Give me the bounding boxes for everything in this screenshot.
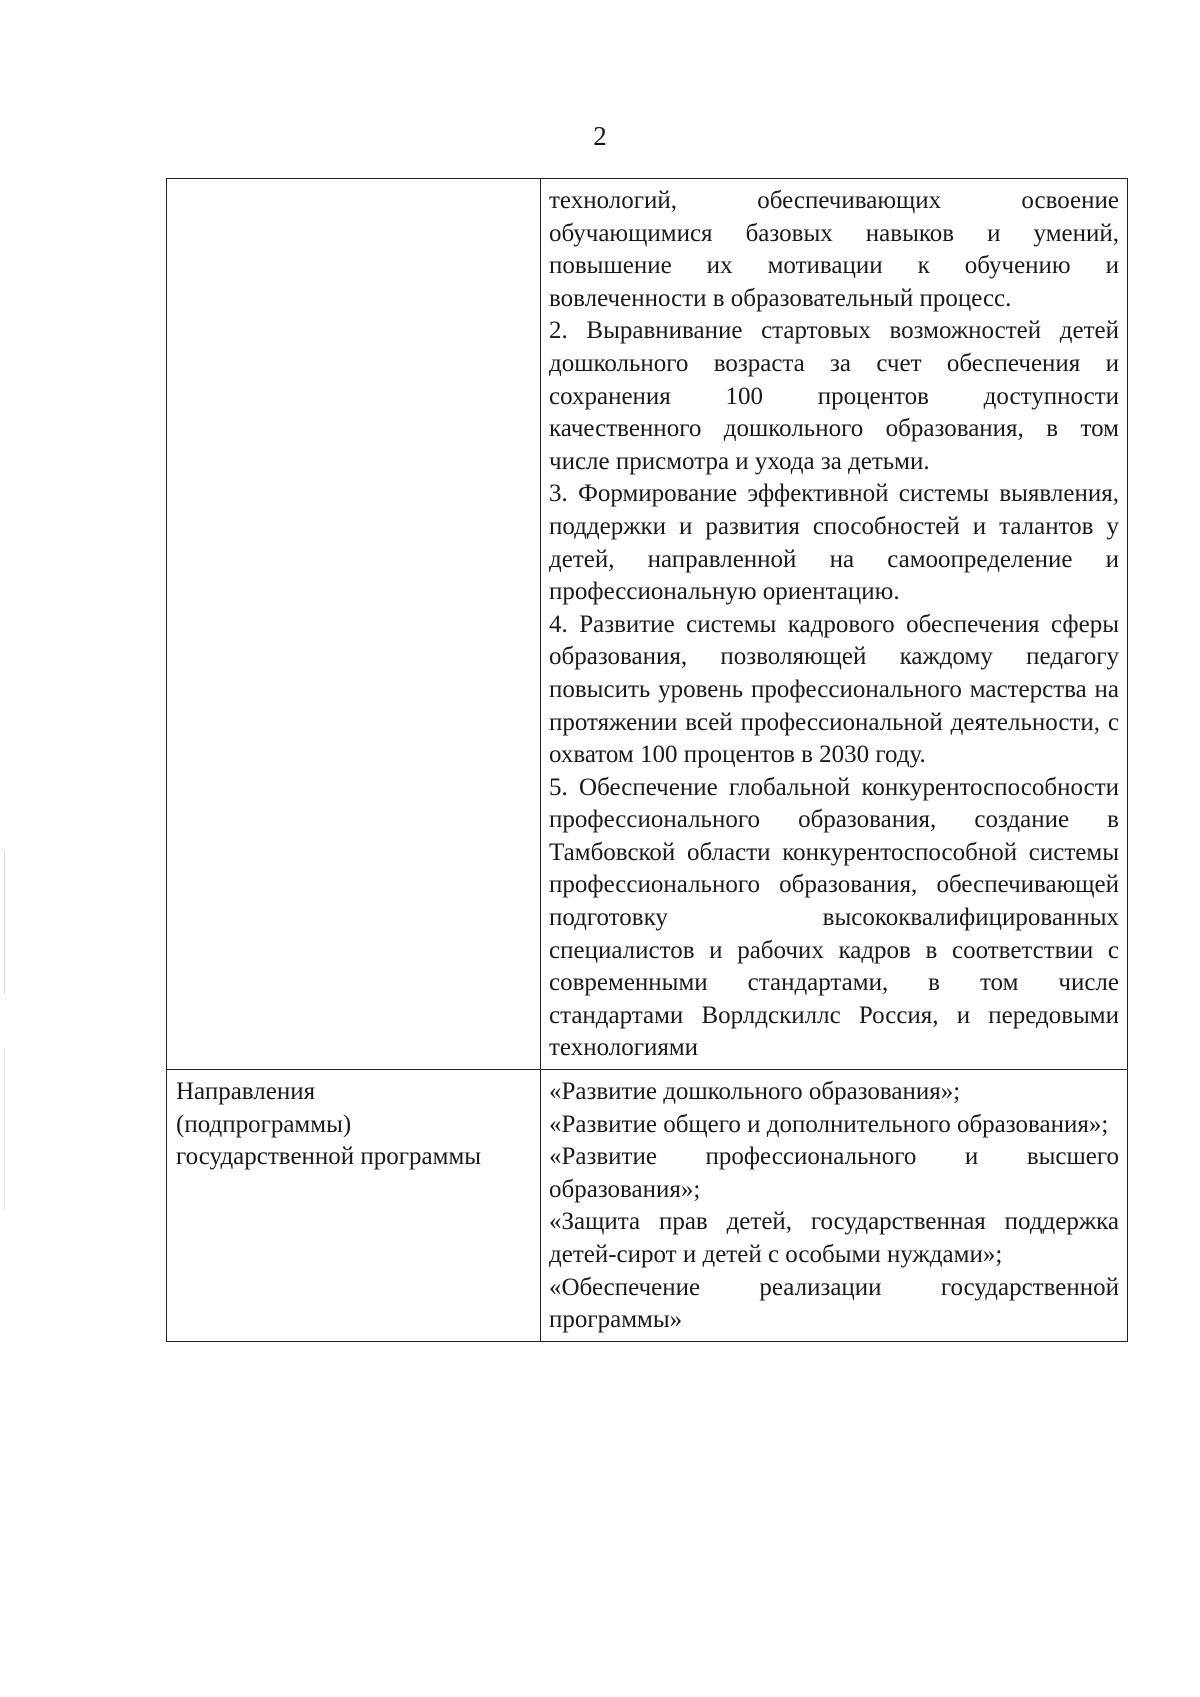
subprogram-item: «Обеспечение реализации государственной программы»	[549, 1273, 1119, 1334]
paragraph: 5. Обеспечение глобальной конкурентоспособности профессионального образования, создание в Тамбовской области конкурентоспособной системы профессионального образования, обеспечивающей подготовку высококвалифицированных специалистов и рабочих кадров в соответствии с современными стандартами, в том числе стандартами Ворлдскиллс Россия, и передовыми технологиями	[549, 773, 1119, 1062]
paragraph: 2. Выравнивание стартовых возможностей детей дошкольного возраста за счет обеспечения и сохранения 100 процентов доступности качественного дошкольного образования, в том числе присмотра и ухода за детьми.	[549, 317, 1119, 475]
table-cell-left	[167, 179, 541, 1070]
paragraph: 4. Развитие системы кадрового обеспечения сферы образования, позволяющей каждому педагогу повысить уровень профессионального мастерства на протяжении всей профессиональной деятельности, с охватом 100 процентов в 2030 году.	[549, 610, 1119, 769]
table-row	[167, 179, 1128, 1070]
scan-margin-mark	[4, 850, 5, 1210]
subprogram-item: «Развитие профессионального и высшего образования»;	[549, 1143, 1119, 1203]
row-label: Направления (подпрограммы) государственной программы	[176, 1078, 482, 1171]
table-cell-left	[167, 1070, 541, 1342]
page-number: 2	[593, 121, 607, 151]
program-passport-table	[166, 178, 1128, 1342]
subprogram-item: «Защита прав детей, государственная поддержка детей-сирот и детей с особыми нуждами»;	[549, 1208, 1119, 1268]
table-row	[167, 1070, 1128, 1342]
paragraph: технологий, обеспечивающих освоение обучающимися базовых навыков и умений, повышение их мотивации к обучению и вовлеченности в образовательный процесс.	[549, 187, 1119, 312]
table-cell-right	[541, 179, 1128, 1070]
table-cell-right	[541, 1070, 1128, 1342]
paragraph: 3. Формирование эффективной системы выявления, поддержки и развития способностей и талантов у детей, направленной на самоопределение и профессиональную ориентацию.	[549, 480, 1119, 606]
subprogram-item: «Развитие общего и дополнительного образования»;	[549, 1110, 1109, 1138]
subprogram-item: «Развитие дошкольного образования»;	[549, 1078, 961, 1106]
